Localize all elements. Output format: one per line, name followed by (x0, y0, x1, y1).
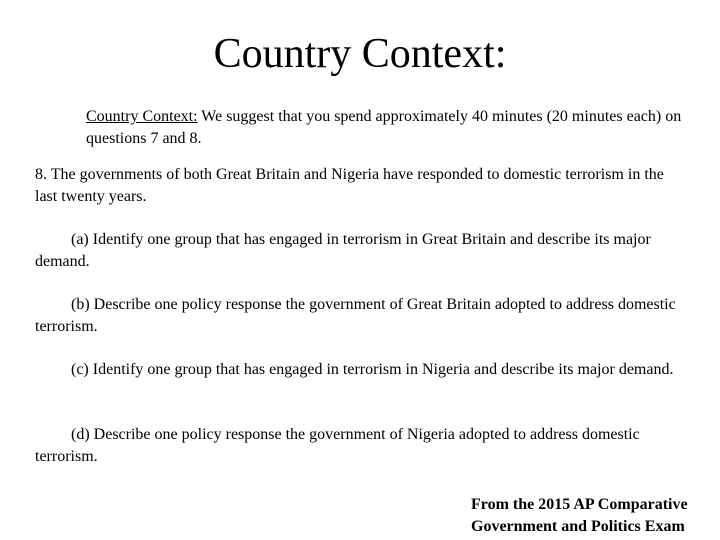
intro-paragraph (86, 106, 686, 150)
question-part-a: (a) Identify one group that has engaged in terrorism in Great Britain and describe its major demand. (35, 231, 651, 270)
source-line-1: From the 2015 AP Comparative (471, 496, 688, 513)
question-part-c: (c) Identify one group that has engaged in terrorism in Nigeria and describe its major demand. (71, 361, 674, 378)
question-stem: 8. The governments of both Great Britain and Nigeria have responded to domestic terrorism in the last twenty years. (35, 166, 664, 205)
question-part-b: (b) Describe one policy response the government of Great Britain adopted to address domestic terrorism. (35, 296, 676, 335)
source-citation (471, 494, 720, 538)
slide-title: Country Context: (213, 31, 507, 77)
source-line-2: Government and Politics Exam (471, 518, 685, 535)
question-part-d: (d) Describe one policy response the government of Nigeria adopted to address domestic terrorism. (35, 426, 640, 465)
intro-text: We suggest that you spend approximately 40 minutes (20 minutes each) on questions 7 and 8. (86, 108, 682, 147)
intro-label: Country Context: (86, 108, 198, 125)
